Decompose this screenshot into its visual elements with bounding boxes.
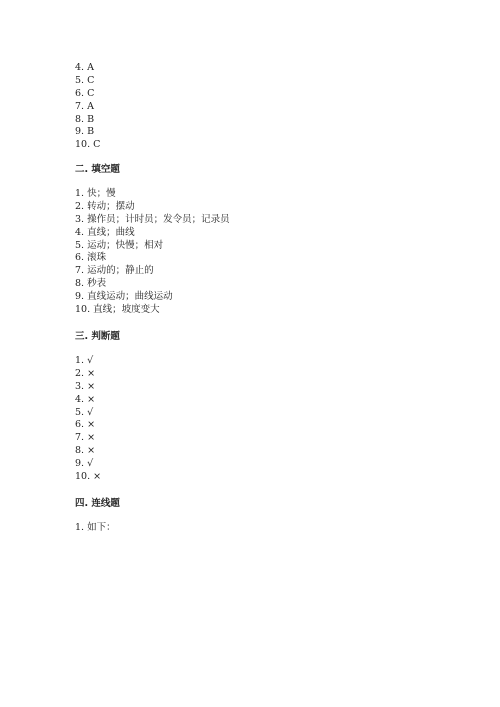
fill-blank-answer-2: 2. 转动；摆动: [75, 200, 135, 212]
true-false-answer-2: 2. ×: [75, 367, 96, 379]
fill-blank-answer-9: 9. 直线运动；曲线运动: [75, 291, 173, 303]
matching-section-title-block: [75, 498, 455, 510]
true-false-section-title: 三. 判断题: [75, 331, 120, 342]
choice-answer-4: 4. A: [75, 62, 94, 73]
true-false-answer-5: 5. √: [75, 406, 94, 418]
choice-answer-5: 5. C: [75, 74, 95, 86]
true-false-answer-1: 1. √: [75, 355, 94, 366]
true-false-answer-4: 4. ×: [75, 393, 96, 405]
true-false-answers-list: [75, 355, 455, 484]
fill-blank-section-title: 二. 填空题: [75, 164, 120, 175]
fill-blank-answer-8: 8. 秒表: [75, 278, 107, 290]
true-false-answer-10: 10. ×: [75, 471, 102, 483]
fill-blank-section-title-block: [75, 164, 455, 176]
fill-blank-answer-5: 5. 运动；快慢；相对: [75, 239, 164, 251]
choice-answers-list: [75, 62, 455, 152]
fill-blank-answer-4: 4. 直线；曲线: [75, 226, 135, 238]
fill-blank-answer-7: 7. 运动的；静止的: [75, 265, 154, 277]
choice-answer-7: 7. A: [75, 100, 94, 112]
fill-blank-answers-list: [75, 188, 455, 317]
true-false-answer-6: 6. ×: [75, 419, 96, 431]
choice-answer-10: 10. C: [75, 139, 101, 151]
matching-answer-1: 1. 如下：: [75, 522, 116, 533]
choice-answer-6: 6. C: [75, 87, 95, 99]
fill-blank-answer-1: 1. 快；慢: [75, 188, 116, 199]
choice-answer-9: 9. B: [75, 126, 95, 138]
fill-blank-answer-6: 6. 滚珠: [75, 252, 107, 264]
true-false-answer-3: 3. ×: [75, 380, 96, 392]
true-false-section-title-block: [75, 331, 455, 343]
matching-answers-list: [75, 522, 455, 535]
true-false-answer-9: 9. √: [75, 458, 94, 470]
true-false-answer-7: 7. ×: [75, 432, 96, 444]
matching-section-title: 四. 连线题: [75, 498, 120, 509]
choice-answer-8: 8. B: [75, 113, 95, 125]
fill-blank-answer-3: 3. 操作员；计时员；发令员；记录员: [75, 213, 230, 225]
true-false-answer-8: 8. ×: [75, 445, 96, 457]
fill-blank-answer-10: 10. 直线；坡度变大: [75, 304, 160, 316]
